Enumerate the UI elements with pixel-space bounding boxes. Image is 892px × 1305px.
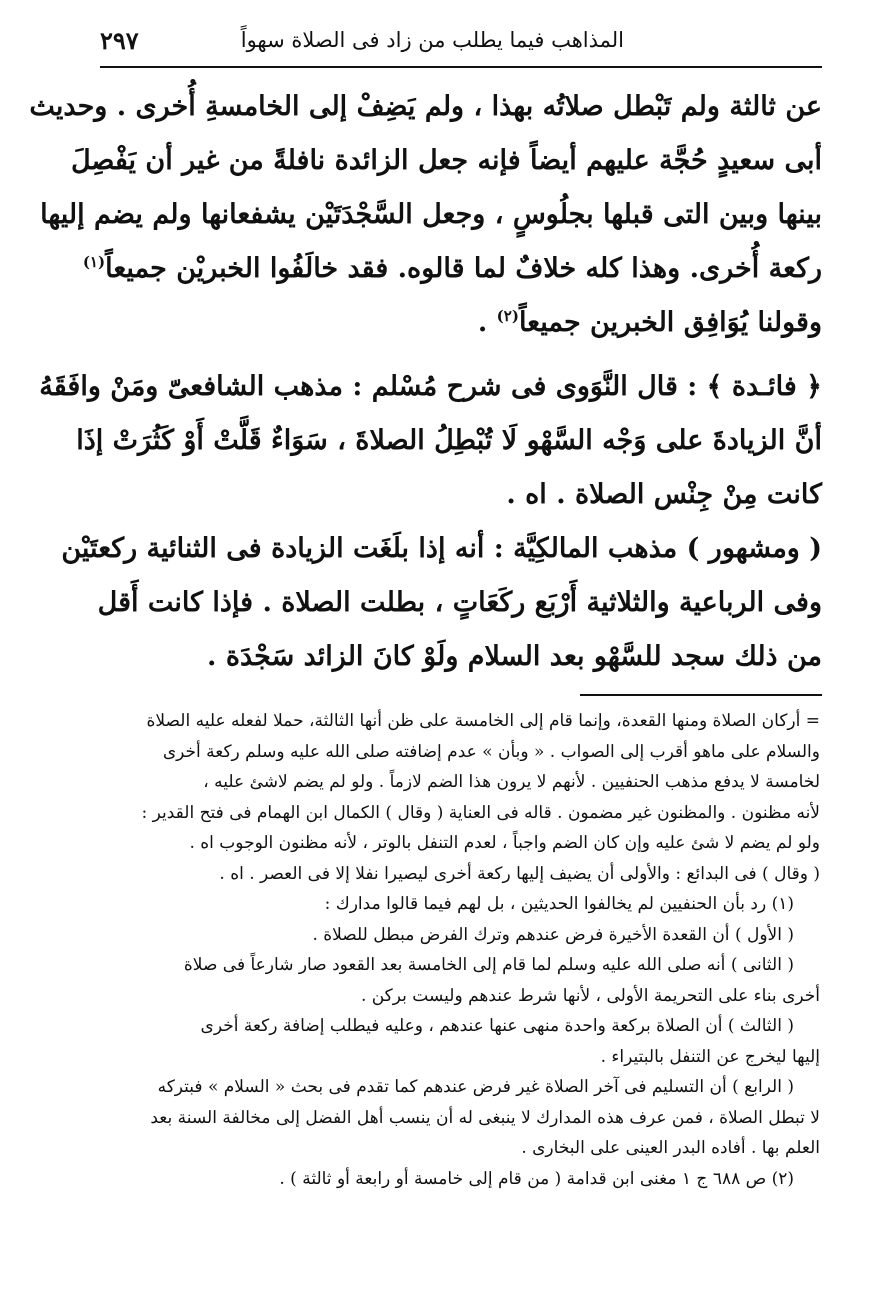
paragraph-gap <box>98 350 822 360</box>
page-number: ٢٩٧ <box>100 26 139 55</box>
footnote-line: ولو لم يضم لا شئ عليه وإن كان الضم واجباً ، لعدم التنفل بالوتر ، لأنه مظنون الوجوب اه . <box>189 833 820 853</box>
running-title: المذاهب فيما يطلب من زاد فى الصلاة سهواً <box>240 28 624 52</box>
body-line: ﴿ فائـدة ﴾ : قال النَّوَوى فى شرح مُسْلم : مذهب الشافعىّ ومَنْ وافَقَهُ <box>39 371 822 402</box>
footnote-line: ( الثانى ) أنه صلى الله عليه وسلم لما قام إلى الخامسة بعد القعود صار شارعاً فى صلاة <box>183 955 794 975</box>
body-line: أبى سعيدٍ حُجَّة عليهم أيضاً فإنه جعل الزائدة نافلةً من غير أن يَفْصِلَ <box>70 145 822 176</box>
footnote-line: ( وقال ) فى البدائع : والأولى أن يضيف إليها ركعة أخرى ليصيرا نفلا إلا فى العصر . اه . <box>219 863 820 884</box>
body-line: عن ثالثة ولم تَبْطل صلاتُه بهذا ، ولم يَضِفْ إلى الخامسةِ أُخرى . وحديث <box>29 91 822 122</box>
footnote-1: (١) رد بأن الحنفيين لم يخالفوا الحديثين ، بل لهم فيما قالوا مدارك : <box>324 894 794 914</box>
footnote-2: (٢) ص ٦٨٨ ج ١ مغنى ابن قدامة ( من قام إلى خامسة أو رابعة أو ثالثة ) . <box>279 1168 794 1189</box>
footnotes <box>108 706 820 1194</box>
footnote-line: أخرى بناء على التحريمة الأولى ، لأنها شرط عندهم وليست بركن . <box>360 985 820 1006</box>
footnote-line: ( الرابع ) أن التسليم فى آخر الصلاة غير فرض عندهم كما تقدم فى بحث « السلام » فبتركه <box>157 1077 794 1097</box>
main-text <box>29 80 822 684</box>
footnote-line: العلم بها . أفاده البدر العينى على البخارى . <box>521 1138 820 1158</box>
footnote-line: لخامسة لا يدفع مذهب الحنفيين . لأنهم لا يرون هذا الضم لازماً . ولو لم يضم لاشئ عليه ، <box>203 772 820 792</box>
footnote-ref-1[interactable]: (١) <box>82 253 106 271</box>
footnote-line: إليها ليخرج عن التنفل بالبتيراء . <box>600 1046 820 1067</box>
footnote-line: ( الثالث ) أن الصلاة بركعة واحدة منهى عنها عندهم ، وعليه فيطلب إضافة ركعة أخرى <box>200 1016 794 1036</box>
body-line: وفى الرباعية والثلاثية أَرْبَع ركَعَاتٍ ، بطلت الصلاة . فإذا كانت أَقل <box>97 587 822 618</box>
body-line: من ذلك سجد للسَّهْو بعد السلام ولَوْ كانَ الزائد سَجْدَة . <box>207 641 822 672</box>
body-line <box>82 242 822 296</box>
footnote-rule <box>580 694 822 696</box>
page-header <box>100 26 820 66</box>
body-line: كانت مِنْ جِنْس الصلاة . اه . <box>506 479 822 510</box>
body-line: بينها وبين التى قبلها بجلُوسٍ ، وجعل السَّجْدَتَيْن يشفعانها ولم يضم إليها <box>40 199 822 230</box>
footnote-line: ( الأول ) أن القعدة الأخيرة فرض عندهم وترك الفرض مبطل للصلاة . <box>312 924 794 945</box>
header-rule <box>100 66 822 68</box>
footnote-line: لأنه مظنون . والمظنون غير مضمون . قاله فى العناية ( وقال ) الكمال ابن الهمام فى فتح القدير : <box>141 802 820 823</box>
body-line-text: ركعة أُخرى. وهذا كله خلافٌ لما قالوه. فقد خالَفُوا الخبريْن جميعاً <box>105 253 822 284</box>
body-line: أنَّ الزيادةَ على وَجْه السَّهْو لَا تُبْطِلُ الصلاةَ ، سَوَاءٌ قَلَّتْ أَوْ كَثُرَتْ إذَا <box>76 425 822 456</box>
footnote-line: = أركان الصلاة ومنها القعدة، وإنما قام إلى الخامسة على ظن أنها الثالثة، حملا لفعله عليه الصلاة <box>146 711 820 731</box>
footnote-line: لا تبطل الصلاة ، فمن عرف هذه المدارك لا ينبغى له أن ينسب أهل الفضل إلى مخالفة السنة بعد <box>150 1107 820 1128</box>
body-line: ( ومشهور ) مذهب المالكِيَّة : أنه إذا بلَغَت الزيادة فى الثنائية ركعتَيْن <box>61 533 822 564</box>
body-line <box>98 296 822 350</box>
body-line-end: . <box>477 307 497 338</box>
footnote-ref-2[interactable]: (٢) <box>496 307 519 325</box>
body-line-text: وقولنا يُوَافِق الخبرين جميعاً <box>518 307 822 338</box>
footnote-line: والسلام على ماهو أقرب إلى الصواب . « وبأن » عدم إضافته صلى الله عليه وسلم ركعة أخرى <box>162 741 820 762</box>
